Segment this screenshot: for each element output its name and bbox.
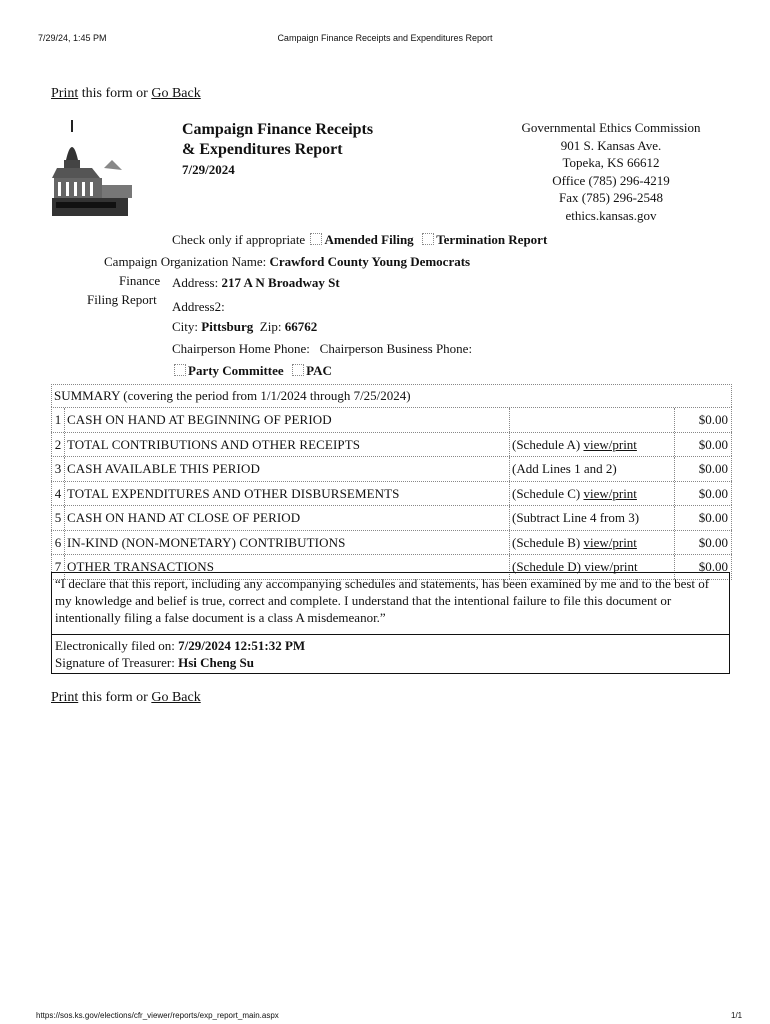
summary-header: SUMMARY (covering the period from 1/1/2024 through 7/25/2024) [51, 384, 732, 407]
amended-checkbox[interactable] [310, 233, 322, 245]
summary-line-number: 7 [52, 555, 65, 579]
summary-amount: $0.00 [698, 412, 728, 427]
filed-label: Electronically filed on: [55, 638, 179, 653]
side-label-filing-report: Filing Report [87, 292, 157, 307]
amended-label: Amended Filing [324, 232, 414, 247]
summary-schedule [510, 506, 675, 530]
summary-schedule-text: (Schedule A) [512, 436, 584, 452]
view-print-link[interactable]: view/print [583, 436, 637, 452]
summary-amount: $0.00 [698, 461, 728, 476]
org-value: Crawford County Young Democrats [269, 254, 471, 269]
summary-schedule-text: (Add Lines 1 and 2) [512, 461, 617, 476]
print-link-suffix-bottom: this form or [78, 690, 152, 705]
commission-contact [480, 119, 742, 224]
print-link-bottom[interactable]: Print [51, 690, 79, 705]
summary-schedule-text: (Schedule D) [512, 559, 585, 574]
commission-fax: Fax (785) 296-2548 [559, 190, 663, 205]
summary-schedule [510, 433, 675, 457]
report-date: 7/29/2024 [182, 162, 235, 177]
address-row [172, 275, 340, 291]
summary-row [51, 505, 732, 530]
summary-row [51, 456, 732, 481]
summary-schedule-text: (Schedule B) [512, 534, 584, 550]
pac-checkbox[interactable] [292, 364, 304, 376]
print-datetime: 7/29/24, 1:45 PM [38, 33, 107, 43]
commission-office-phone: Office (785) 296-4219 [552, 172, 670, 188]
commission-name: Governmental Ethics Commission [521, 120, 701, 135]
summary-line-label: CASH ON HAND AT CLOSE OF PERIOD [65, 506, 510, 530]
summary-line-label: TOTAL CONTRIBUTIONS AND OTHER RECEIPTS [65, 433, 510, 457]
summary-row [51, 481, 732, 506]
zip-label: Zip: [259, 319, 282, 334]
bottom-links [51, 690, 201, 706]
summary-line-number: 3 [52, 457, 65, 481]
capitol-seal-image [52, 120, 138, 220]
termination-label: Termination Report [436, 232, 548, 247]
declaration-statement: “I declare that this report, including any accompanying schedules and statements, has been examined by me and to the best of my knowledge and belief is true, correct and complete. I understand that the intentional failure to file this document or intentionally filing a false document is a class A misdemeanor.” [51, 572, 730, 635]
city-row [172, 319, 317, 335]
summary-schedule-text: (Schedule C) [512, 485, 584, 501]
summary-schedule [510, 531, 675, 555]
signature-label: Signature of Treasurer: [55, 655, 179, 670]
summary-line-label: TOTAL EXPENDITURES AND OTHER DISBURSEMENTS [65, 482, 510, 506]
print-footer-page: 1/1 [731, 1011, 743, 1020]
committee-type-row [172, 363, 332, 379]
summary-line-number: 2 [52, 433, 65, 457]
summary-amount: $0.00 [698, 534, 728, 550]
report-title-line2: & Expenditures Report [182, 141, 343, 158]
view-print-link[interactable]: view/print [583, 534, 637, 550]
zip-value: 66762 [284, 319, 318, 334]
org-label: Organization Name: [160, 254, 267, 269]
summary-row [51, 530, 732, 555]
commission-address: 901 S. Kansas Ave. [560, 137, 662, 153]
filed-row [55, 637, 726, 654]
print-footer-url: https://sos.ks.gov/elections/cfr_viewer/reports/exp_report_main.aspx [36, 1011, 279, 1020]
home-phone-label: Chairperson Home Phone: [172, 341, 310, 356]
check-label: Check only if appropriate [172, 232, 306, 247]
report-title-line1: Campaign Finance Receipts [182, 121, 374, 138]
side-label-finance: Finance [119, 273, 161, 288]
party-committee-label: Party Committee [188, 363, 284, 378]
side-label-campaign: Campaign [104, 254, 158, 269]
pac-label: PAC [306, 363, 332, 378]
filing-info [51, 634, 730, 674]
summary-line-label: CASH AVAILABLE THIS PERIOD [65, 457, 510, 481]
summary-line-number: 4 [52, 482, 65, 506]
summary-schedule [510, 457, 675, 481]
print-link-suffix: this form or [78, 86, 152, 101]
summary-table [51, 384, 732, 580]
go-back-link[interactable]: Go Back [151, 86, 201, 101]
party-committee-checkbox[interactable] [174, 364, 186, 376]
print-link[interactable]: Print [51, 86, 79, 101]
go-back-link-bottom[interactable]: Go Back [151, 690, 201, 705]
summary-schedule-text: (Subtract Line 4 from 3) [512, 510, 640, 525]
top-links [51, 86, 201, 102]
address-value: 217 A N Broadway St [221, 275, 340, 290]
city-label: City: [172, 319, 199, 334]
summary-row [51, 407, 732, 432]
view-print-link[interactable]: view/print [583, 485, 637, 501]
city-value: Pittsburg [201, 319, 254, 334]
print-page-title: Campaign Finance Receipts and Expenditures Report [277, 33, 493, 43]
summary-amount: $0.00 [698, 485, 728, 501]
termination-checkbox[interactable] [422, 233, 434, 245]
phone-row [172, 341, 472, 357]
business-phone-label: Chairperson Business Phone: [319, 341, 473, 356]
print-header [0, 33, 770, 47]
commission-city: Topeka, KS 66612 [562, 155, 660, 170]
address2-label: Address2: [172, 299, 225, 314]
summary-line-number: 5 [52, 506, 65, 530]
summary-amount: $0.00 [698, 559, 728, 574]
filed-value: 7/29/2024 12:51:32 PM [178, 638, 306, 653]
organization-row [104, 254, 470, 270]
summary-schedule [510, 482, 675, 506]
commission-website: ethics.kansas.gov [565, 207, 657, 223]
summary-amount: $0.00 [698, 436, 728, 452]
summary-line-label: CASH ON HAND AT BEGINNING OF PERIOD [65, 408, 510, 432]
signature-row [55, 654, 726, 671]
summary-line-number: 1 [52, 408, 65, 432]
summary-schedule [510, 408, 675, 432]
address-label: Address: [172, 275, 219, 290]
summary-row [51, 432, 732, 457]
summary-line-label: IN-KIND (NON-MONETARY) CONTRIBUTIONS [65, 531, 510, 555]
summary-amount: $0.00 [698, 510, 728, 525]
signature-value: Hsi Cheng Su [178, 655, 254, 670]
view-print-link[interactable]: view/print [584, 559, 638, 574]
report-title [182, 120, 373, 180]
summary-line-number: 6 [52, 531, 65, 555]
filing-type-row [172, 232, 547, 248]
summary-line-label: OTHER TRANSACTIONS [65, 555, 510, 579]
